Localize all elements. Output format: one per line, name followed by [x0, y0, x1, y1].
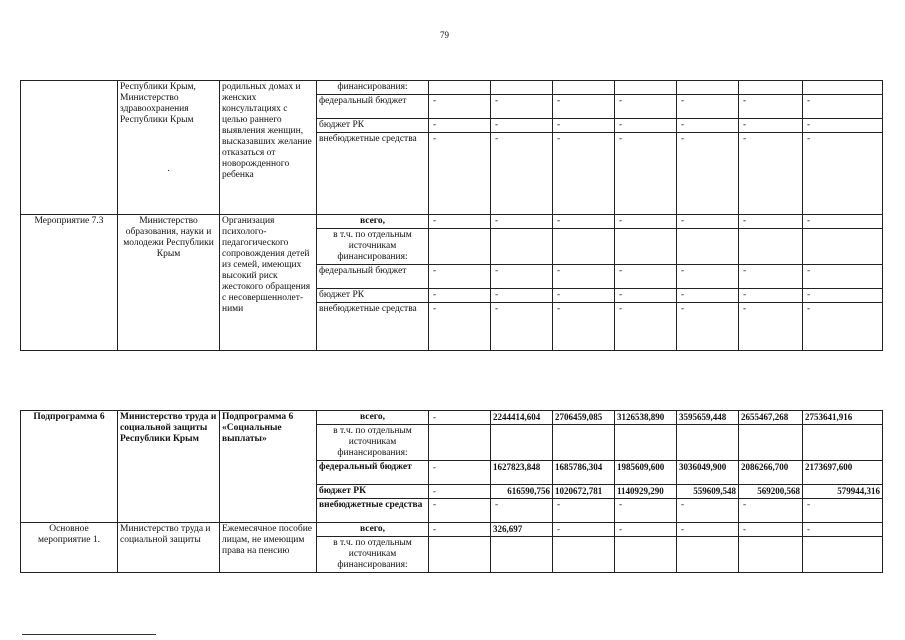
source-label: финансирования:: [317, 81, 429, 95]
source-label: внебюджетные средства: [317, 499, 429, 523]
table-row: Подпрограмма 6 Министерство труда и социальной защиты Республики Крым Подпрограмма 6 «Социальные выплаты» всего, - 2244414,604 2706459,085 3126538,890 3595659,448 2655467,268 2753641,916: [21, 411, 883, 425]
executor-text: Республики Крым, Министерство здравоохранения Республики Крым: [120, 82, 196, 125]
source-label: бюджет РК: [317, 485, 429, 499]
table-continuation: [20, 80, 883, 351]
source-label: внебюджетные средства: [317, 303, 429, 351]
source-label: федеральный бюджет: [317, 461, 429, 485]
source-label: всего,: [317, 215, 429, 229]
source-label: федеральный бюджет: [317, 265, 429, 289]
page-number: 79: [440, 30, 449, 40]
table-row: федеральный бюджет - - - - - - -: [21, 95, 883, 119]
table-row: бюджет РК - - - - - - -: [21, 119, 883, 133]
table-row: бюджет РК - - - - - - -: [21, 289, 883, 303]
event-cell: Основное мероприятие 1.: [21, 523, 118, 573]
source-label: внебюджетные средства: [317, 133, 429, 215]
table-row: Основное мероприятие 1. Министерство труда и социальной защиты Ежемесячное пособие лицам, не имеющим права на пенсию всего, - 326,697 - - - - -: [21, 523, 883, 537]
table-row: бюджет РК - 616590,756 1020672,781 1140929,290 559609,548 569200,568 579944,316: [21, 485, 883, 499]
table-row: внебюджетные средства - - - - - - -: [21, 499, 883, 523]
event-name-cell: Подпрограмма 6 «Социальные выплаты»: [220, 411, 317, 523]
table-subprogram-6: [20, 410, 883, 573]
source-label: в т.ч. по отдельным источникам финансирования:: [317, 425, 429, 461]
stray-mark: .: [167, 164, 170, 174]
source-label: в т.ч. по отдельным источникам финансирования:: [317, 229, 429, 265]
event-name-cell: родильных домах и женских консультациях с целью раннего выявления женщин, высказавших желание отказаться от новорожденного ребенка: [220, 81, 317, 215]
source-label: всего,: [317, 523, 429, 537]
event-cell: [21, 81, 118, 215]
event-cell: Мероприятие 7.3: [21, 215, 118, 351]
table-row: внебюджетные средства - - - - - - -: [21, 303, 883, 351]
table-row: Мероприятие 7.3 Министерство образования, науки и молодежи Республики Крым Организация психолого-педагогического сопровождения детей из семей, имеющих высокий риск жестокого обращения с несовершеннолет-ними всего, - - - - - - -: [21, 215, 883, 229]
source-label: в т.ч. по отдельным источникам финансирования:: [317, 537, 429, 573]
footnote-divider: [22, 634, 156, 635]
executor-cell: Министерство труда и социальной защиты Республики Крым: [118, 411, 220, 523]
executor-cell: Министерство образования, науки и молодежи Республики Крым: [118, 215, 220, 351]
executor-cell: Министерство труда и социальной защиты: [118, 523, 220, 573]
table-row: внебюджетные средства - - - - - - -: [21, 133, 883, 215]
table-row: федеральный бюджет - - - - - - -: [21, 265, 883, 289]
source-label: бюджет РК: [317, 289, 429, 303]
event-name-cell: Организация психолого-педагогического сопровождения детей из семей, имеющих высокий риск жестокого обращения с несовершеннолет-ними: [220, 215, 317, 351]
source-label: бюджет РК: [317, 119, 429, 133]
source-label: всего,: [317, 411, 429, 425]
event-name-cell: Ежемесячное пособие лицам, не имеющим права на пенсию: [220, 523, 317, 573]
event-cell: Подпрограмма 6: [21, 411, 118, 523]
table-row: федеральный бюджет - 1627823,848 1685786,304 1985609,600 3036049,900 2086266,700 2173697,600: [21, 461, 883, 485]
table-row: [21, 81, 883, 95]
executor-cell: [118, 81, 220, 215]
source-label: федеральный бюджет: [317, 95, 429, 119]
